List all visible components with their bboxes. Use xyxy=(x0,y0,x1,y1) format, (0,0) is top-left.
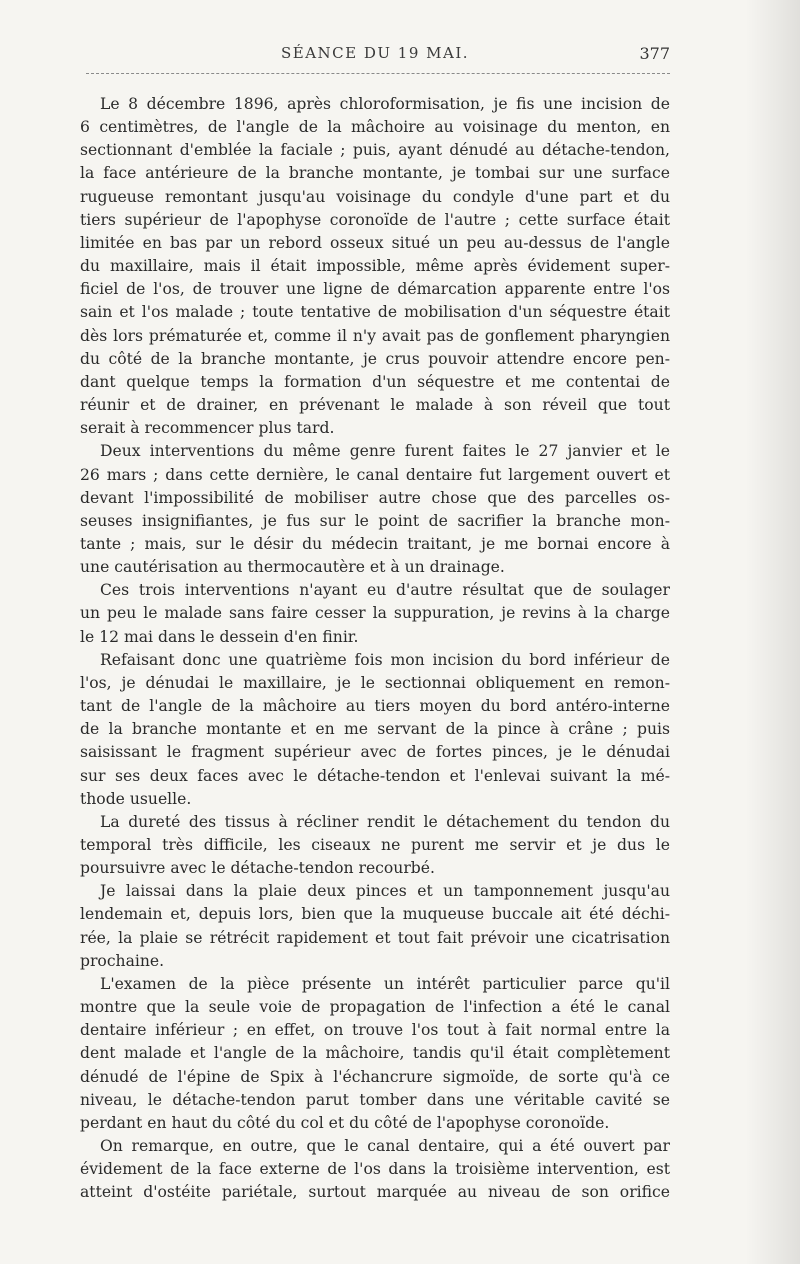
text-line: du côté de la branche montante, je crus pouvoir attendre encore pen- xyxy=(80,349,670,368)
text-line: serait à recommencer plus tard. xyxy=(80,419,335,438)
text-line: sain et l'os malade ; toute tentative de mobilisation d'un séquestre était xyxy=(80,303,670,322)
text-line: Ces trois interventions n'ayant eu d'autre résultat que de soulager xyxy=(100,581,670,600)
text-line: la face antérieure de la branche montante, je tombai sur une surface xyxy=(80,164,670,183)
text-line: poursuivre avec le détache-tendon recourbé. xyxy=(80,859,435,878)
text-line: montre que la seule voie de propagation de l'infection a été le canal xyxy=(80,998,670,1017)
text-line: évidement de la face externe de l'os dans la troisième intervention, est xyxy=(80,1160,670,1179)
body-text xyxy=(80,93,670,1205)
paragraph xyxy=(80,579,670,648)
paragraph xyxy=(80,649,670,811)
text-line: tant de l'angle de la mâchoire au tiers moyen du bord antéro-interne xyxy=(80,697,670,716)
text-line: tante ; mais, sur le désir du médecin traitant, je me bornai encore à xyxy=(80,534,670,553)
text-line: 26 mars ; dans cette dernière, le canal dentaire fut largement ouvert et xyxy=(80,465,670,484)
text-line: La dureté des tissus à récliner rendit le détachement du tendon du xyxy=(100,812,670,831)
text-line: seuses insignifiantes, je fus sur le point de sacrifier la branche mon- xyxy=(80,511,670,530)
text-line: temporal très difficile, les ciseaux ne purent me servir et je dus le xyxy=(80,836,670,854)
text-line: rugueuse remontant jusqu'au voisinage du condyle d'une part et du xyxy=(80,187,670,206)
text-line: On remarque, en outre, que le canal dentaire, qui a été ouvert par xyxy=(100,1137,670,1156)
text-line: tiers supérieur de l'apophyse coronoïde de l'autre ; cette surface était xyxy=(80,210,670,229)
running-title: SÉANCE DU 19 MAI. xyxy=(280,44,470,62)
paragraph xyxy=(80,93,670,440)
text-line: prochaine. xyxy=(80,951,165,970)
text-line: réunir et de drainer, en prévenant le malade à son réveil que tout xyxy=(80,396,670,415)
paragraph xyxy=(80,1135,670,1204)
text-line: Deux interventions du même genre furent faites le 27 janvier et le xyxy=(100,442,670,461)
text-line: sectionnant d'emblée la faciale ; puis, ayant dénudé au détache-tendon, xyxy=(80,141,670,160)
text-line: ficiel de l'os, de trouver une ligne de démarcation apparente entre l'os xyxy=(80,280,670,299)
text-line: perdant en haut du côté du col et du côté de l'apophyse coronoïde. xyxy=(80,1113,610,1132)
text-line: l'os, je dénudai le maxillaire, je le sectionnai obliquement en remon- xyxy=(80,673,670,692)
text-line: dant quelque temps la formation d'un séquestre et me contentai de xyxy=(80,372,670,391)
text-line: 6 centimètres, de l'angle de la mâchoire au voisinage du menton, en xyxy=(80,118,670,137)
text-line: Refaisant donc une quatrième fois mon incision du bord inférieur de xyxy=(100,650,670,669)
paragraph xyxy=(80,811,670,880)
paragraph xyxy=(80,880,670,973)
text-line: saisissant le fragment supérieur avec de fortes pinces, je le dénudai xyxy=(80,743,670,762)
text-line: dès lors prématurée et, comme il n'y avait pas de gonflement pharyngien xyxy=(80,326,670,345)
text-line: dentaire inférieur ; en effet, on trouve l'os tout à fait normal entre la xyxy=(80,1021,670,1040)
text-line: lendemain et, depuis lors, bien que la muqueuse buccale ait été déchi- xyxy=(80,905,670,924)
text-line: du maxillaire, mais il était impossible, même après évidement super- xyxy=(80,257,670,276)
page-edge-shadow xyxy=(745,0,800,1264)
text-line: Le 8 décembre 1896, après chloroformisation, je fis une incision de xyxy=(100,95,670,113)
text-line: thode usuelle. xyxy=(80,789,192,808)
text-line: rée, la plaie se rétrécit rapidement et tout fait prévoir une cicatrisation xyxy=(80,928,670,947)
paragraph xyxy=(80,973,670,1135)
text-line: Je laissai dans la plaie deux pinces et un tamponnement jusqu'au xyxy=(100,882,670,901)
page-number: 377 xyxy=(639,44,670,63)
paragraph xyxy=(80,440,670,579)
text-line: dent malade et l'angle de la mâchoire, tandis qu'il était complètement xyxy=(80,1044,670,1063)
text-line: devant l'impossibilité de mobiliser autre chose que des parcelles os- xyxy=(80,488,670,507)
text-line: un peu le malade sans faire cesser la suppuration, je revins à la charge xyxy=(80,604,670,623)
text-line: atteint d'ostéite pariétale, surtout marquée au niveau de son orifice xyxy=(80,1183,670,1202)
text-line: limitée en bas par un rebord osseux situé un peu au-dessus de l'angle xyxy=(80,233,670,252)
text-line: de la branche montante et en me servant de la pince à crâne ; puis xyxy=(80,720,670,739)
text-line: dénudé de l'épine de Spix à l'échancrure sigmoïde, de sorte qu'à ce xyxy=(80,1067,670,1086)
text-line: L'examen de la pièce présente un intérêt particulier parce qu'il xyxy=(100,974,670,993)
page-header xyxy=(80,44,670,70)
text-line: une cautérisation au thermocautère et à un drainage. xyxy=(80,558,505,577)
text-line: le 12 mai dans le dessein d'en finir. xyxy=(80,627,359,646)
header-rule xyxy=(86,73,670,74)
text-line: sur ses deux faces avec le détache-tendon et l'enlevai suivant la mé- xyxy=(80,766,670,785)
text-line: niveau, le détache-tendon parut tomber dans une véritable cavité se xyxy=(80,1090,670,1109)
